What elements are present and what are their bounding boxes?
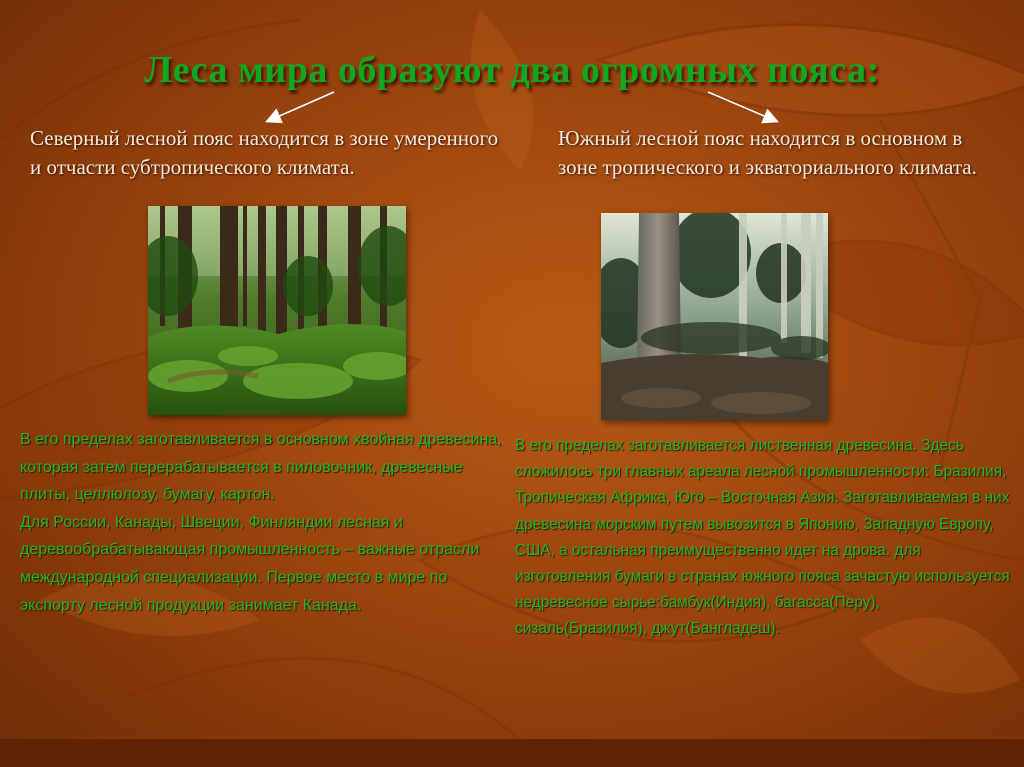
south-belt-paragraph: В его пределах заготавливается лиственная древесина. Здесь сложилось три главных ареала лесной промышленности: Бразилия, Тропическая Африка, Юго – Восточная Азия. Заготавливаемая в них древесина морским путем вывозится в Японию, Западную Европу, США, а остальная преимущественно идет на дрова. для изготовления бумаги в странах южного пояса зачастую используется недревесное сырье:бамбук(Индия), багасса(Перу), сизаль(Бразилия), джут(Бангладеш). [515, 437, 1010, 638]
south-forest-photo [601, 213, 828, 420]
arrow-right-icon [708, 92, 776, 121]
south-belt-lead: Южный лесной пояс находится в основном в зоне тропического и экваториального климата. [558, 126, 977, 179]
arrow-left-icon [268, 92, 334, 121]
slide-title: Леса мира образуют два огромных пояса: [144, 49, 880, 91]
north-belt-lead: Северный лесной пояс находится в зоне умеренного и отчасти субтропического климата. [30, 126, 499, 179]
title-arrows [0, 0, 1024, 140]
north-belt-paragraph-2: Для России, Канады, Швеции, Финляндии лесная и деревообрабатывающая промышленность – важные отрасли международной специализации. Первое место в мире по экспорту лесной продукции занимает Канада. [20, 513, 480, 614]
north-belt-description [20, 426, 510, 619]
north-belt-paragraph-1: В его пределах заготавливается в основном хвойная древесина, которая затем перерабатывается в пиловочник, древесные плиты, целлюлозу, бумагу, картон. [20, 431, 502, 504]
south-belt-description [515, 433, 1010, 643]
north-forest-photo [148, 206, 406, 415]
